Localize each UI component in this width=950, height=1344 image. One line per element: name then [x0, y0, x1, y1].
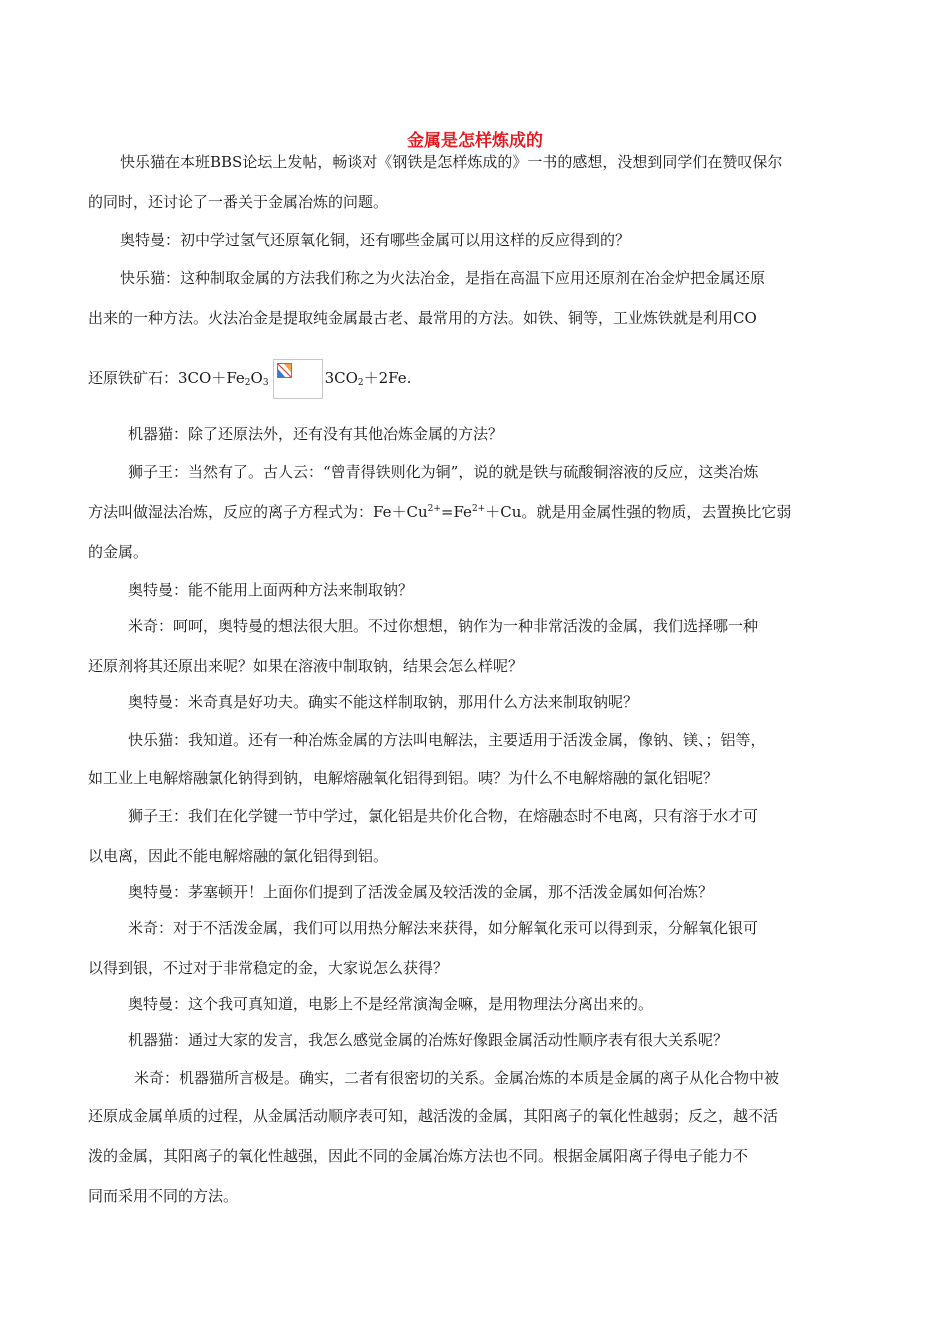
paragraph-line: 奥特曼：茅塞顿开！上面你们提到了活泼金属及较活泼的金属，那不活泼金属如何冶炼？ [128, 883, 714, 901]
paragraph-line: 奥特曼：米奇真是好功夫。确实不能这样制取钠，那用什么方法来制取钠呢？ [128, 693, 639, 711]
paragraph-line: 奥特曼：初中学过氢气还原氧化铜，还有哪些金属可以用这样的反应得到的？ [120, 231, 631, 249]
paragraph-line: 快乐猫：这种制取金属的方法我们称之为火法冶金，是指在高温下应用还原剂在冶金炉把金属还原 [120, 269, 766, 287]
paragraph-line: 机器猫：除了还原法外，还有没有其他冶炼金属的方法？ [128, 425, 504, 443]
paragraph-line: 狮子王：当然有了。古人云：“曾青得铁则化为铜”，说的就是铁与硫酸铜溶液的反应，这类冶炼 [128, 463, 759, 481]
equation-reactants: 还原铁矿石：$3CO+Fe_2O_3$ [88, 369, 269, 388]
broken-image-icon [277, 363, 292, 378]
paragraph-line: 快乐猫在本班BBS论坛上发帖，畅谈对《钢铁是怎样炼成的》一书的感想，没想到同学们在赞叹保尔 [120, 153, 783, 171]
paragraph-line: 同而采用不同的方法。 [88, 1187, 239, 1205]
paragraph-line: 机器猫：通过大家的发言，我怎么感觉金属的冶炼好像跟金属活动性顺序表有很大关系呢？ [128, 1031, 729, 1049]
equation-condition-image [273, 359, 323, 399]
document-title: 金属是怎样炼成的 [407, 131, 543, 151]
ionic-equation-line: 方法叫做湿法冶炼，反应的离子方程式为：$Fe+Cu^{2+}=Fe^{2+}+Cu$。就是用金属性强的物质，去置换比它弱 [88, 503, 792, 521]
paragraph-line: 米奇：机器猫所言极是。确实，二者有很密切的关系。金属冶炼的本质是金属的离子从化合物中被 [134, 1069, 780, 1087]
paragraph-line: 泼的金属，其阳离子的氧化性越强，因此不同的金属冶炼方法也不同。根据金属阳离子得电子能力不 [88, 1147, 749, 1165]
paragraph-line: 还原成金属单质的过程，从金属活动顺序表可知，越活泼的金属，其阳离子的氧化性越弱；反之，越不活 [88, 1107, 779, 1125]
paragraph-line: 还原剂将其还原出来呢？如果在溶液中制取钠，结果会怎么样呢？ [88, 657, 524, 675]
paragraph-line: 的金属。 [88, 543, 149, 561]
paragraph-line: 的同时，还讨论了一番关于金属冶炼的问题。 [88, 193, 389, 211]
paragraph-line: 以电离，因此不能电解熔融的氯化铝得到铝。 [88, 847, 389, 865]
equation-line [88, 358, 411, 399]
paragraph-line: 米奇：呵呵，奥特曼的想法很大胆。不过你想想，钠作为一种非常活泼的金属，我们选择哪一种 [128, 617, 759, 635]
paragraph-line: 出来的一种方法。火法冶金是提取纯金属最古老、最常用的方法。如铁、铜等，工业炼铁就是利用CO [88, 309, 757, 327]
equation-products: $3CO_2+2Fe$. [324, 369, 412, 388]
paragraph-line: 如工业上电解熔融氯化钠得到钠，电解熔融氧化铝得到铝。咦？为什么不电解熔融的氯化铝呢？ [88, 769, 719, 787]
paragraph-line: 以得到银，不过对于非常稳定的金，大家说怎么获得？ [88, 959, 449, 977]
paragraph-line: 奥特曼：这个我可真知道，电影上不是经常演淘金嘛，是用物理法分离出来的。 [128, 995, 654, 1013]
paragraph-line: 奥特曼：能不能用上面两种方法来制取钠？ [128, 581, 414, 599]
paragraph-line: 快乐猫：我知道。还有一种冶炼金属的方法叫电解法，主要适用于活泼金属，像钠、镁、；铝等， [128, 731, 766, 749]
paragraph-line: 狮子王：我们在化学键一节中学过，氯化铝是共价化合物，在熔融态时不电离，只有溶于水才可 [128, 807, 759, 825]
paragraph-line: 米奇：对于不活泼金属，我们可以用热分解法来获得，如分解氧化汞可以得到汞，分解氧化银可 [128, 919, 759, 937]
